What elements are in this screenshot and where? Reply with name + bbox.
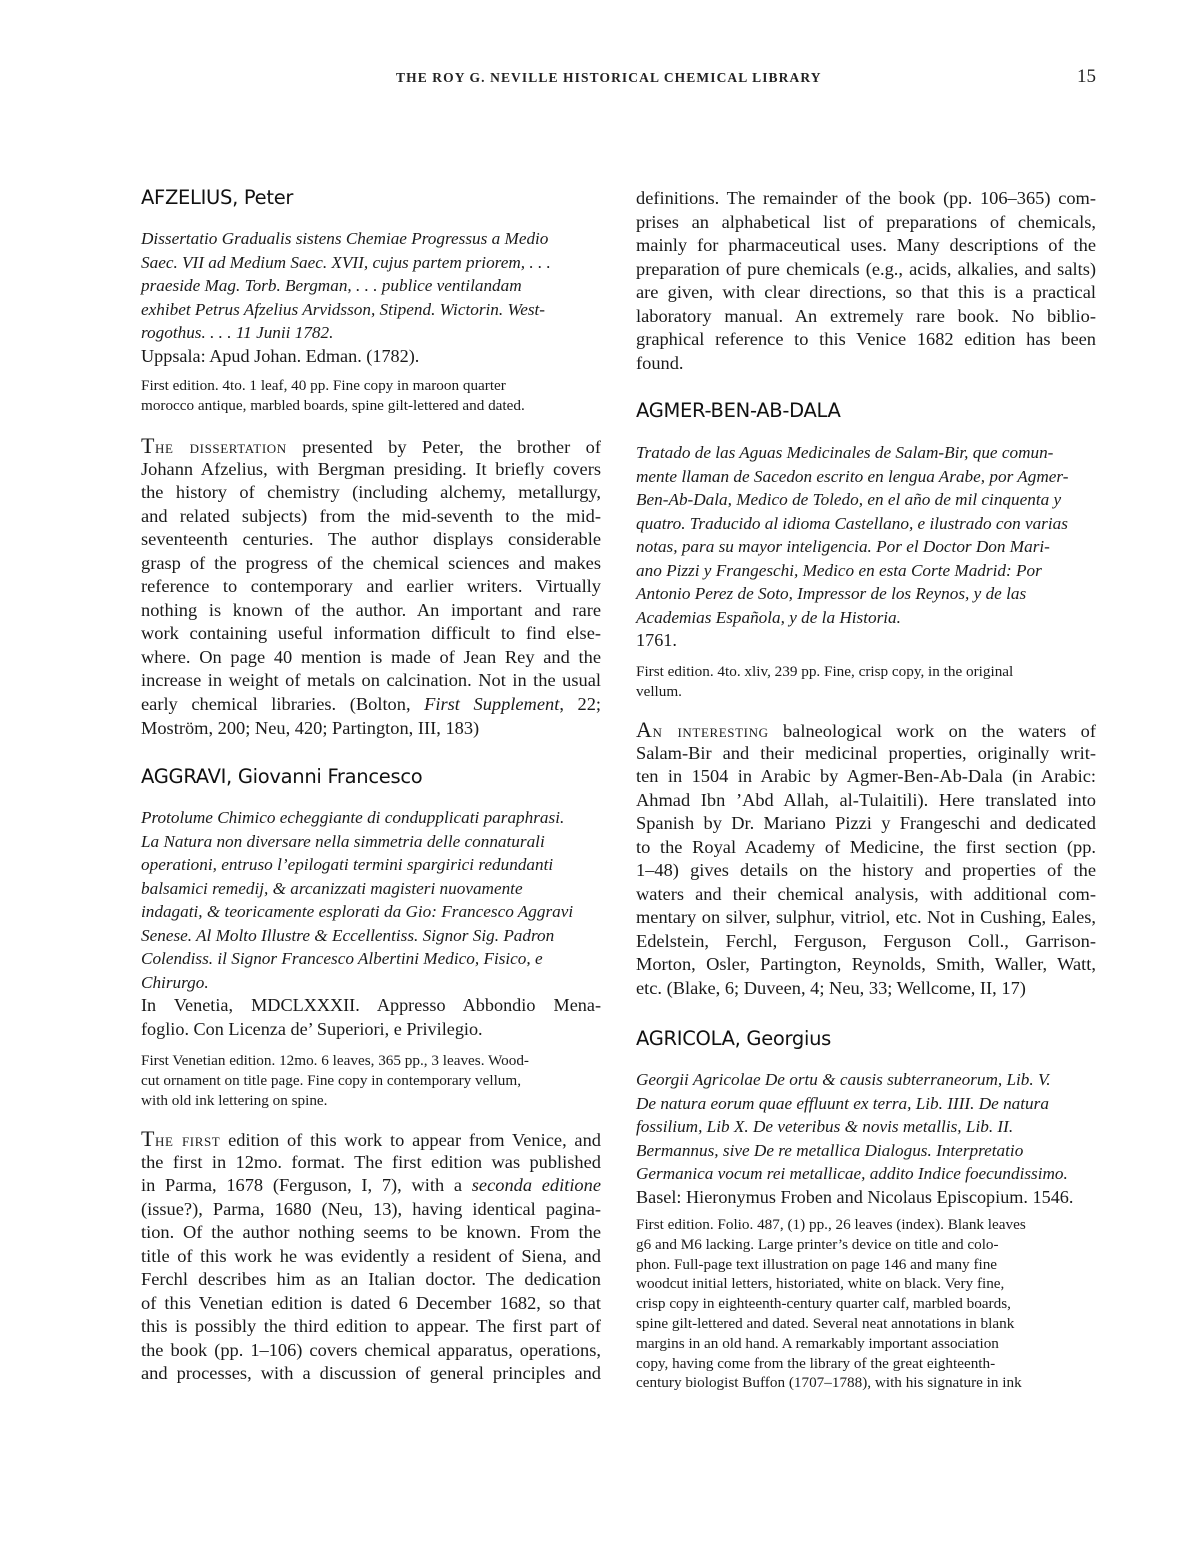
title-line: quatro. Traducido al idioma Castellano, e ilustrado con varias (636, 513, 1068, 533)
title-line: rogothus. . . . 11 Junii 1782. (141, 323, 334, 342)
title-line: La Natura non diversare nella simmetria delle connaturali (141, 831, 545, 851)
body-line-reference: early chemical libraries. (Bolton, First Supplement, 22; (141, 694, 602, 715)
body-line: work containing useful information difficult to find else- (141, 623, 601, 644)
body-line: title of this work he was evidently a resident of Siena, and (141, 1245, 601, 1266)
title-line: Colendiss. il Signor Francesco Albertini Medico, Fisico, e (141, 949, 543, 968)
imprint-line: foglio. Con Licenza de’ Superiori, e Privilegio. (141, 1018, 483, 1039)
body-line: the history of chemistry (including alchemy, metallurgy, (141, 482, 601, 503)
entry-collation-afzelius (141, 376, 601, 416)
body-line: mainly for pharmaceutical uses. Many descriptions of the (636, 235, 1096, 256)
title-line: Protolume Chimico echeggiante di condupplicati paraphrasi. (141, 808, 565, 827)
body-line: where. On page 40 mention is made of Jean Rey and the (141, 646, 601, 667)
body-line: the first in 12mo. format. The first edition was published (141, 1151, 601, 1172)
body-line: and related subjects) from the mid-seventh to the mid- (141, 505, 601, 526)
title-line: operationi, entruso l’epilogati termini spargirici redundanti (141, 855, 554, 874)
entry-title-aggravi (141, 806, 601, 1041)
entry-heading-aggravi (141, 765, 601, 789)
body-line: of this Venetian edition is dated 6 December 1682, so that (141, 1292, 601, 1313)
title-line: ano Pizzi y Frangeschi, Medico en esta Corte Madrid: Por (636, 560, 1042, 580)
collation-line: First edition. Folio. 487, (1) pp., 26 leaves (index). Blank leaves (636, 1216, 1026, 1233)
title-line: indagati, & teoricamente esplorati da Gio: Francesco Aggravi (141, 902, 574, 921)
body-line: reference to contemporary and earlier writers. Virtually (141, 576, 601, 597)
entry-title-afzelius (141, 227, 601, 368)
title-line: praeside Mag. Torb. Bergman, . . . publice ventilandam (141, 276, 522, 295)
collation-line: spine gilt-lettered and dated. Several neat annotations in blank (636, 1314, 1015, 1332)
collation-line: cut ornament on title page. Fine copy in contemporary vellum, (141, 1071, 522, 1089)
title-line: Bermannus, sive De re metallica Dialogus. Interpretatio (636, 1140, 1024, 1160)
entry-heading-agricola (636, 1027, 1096, 1051)
title-line: Senese. Al Molto Illustre & Eccellentiss. Signor Sig. Padron (141, 925, 555, 945)
entry-description-agmer (636, 718, 1096, 1001)
body-line: this is possibly the third edition to appear. The first part of (141, 1316, 601, 1337)
collation-line: First Venetian edition. 12mo. 6 leaves, 365 pp., 3 leaves. Wood- (141, 1052, 529, 1069)
body-line: (issue?), Parma, 1680 (Neu, 13), having identical pagina- (141, 1198, 601, 1219)
running-head: THE ROY G. NEVILLE HISTORICAL CHEMICAL LIBRARY (396, 70, 822, 85)
page-number: 15 (1077, 66, 1096, 87)
lead-in-small-caps: An interesting (636, 717, 769, 742)
body-line: and processes, with a discussion of general principles and (141, 1363, 601, 1384)
collation-line: with old ink lettering on spine. (141, 1091, 328, 1109)
collation-line: copy, having come from the library of the great eighteenth- (636, 1354, 996, 1372)
entry-heading: AGMER-BEN-AB-DALA (636, 399, 841, 422)
entry-collation-agricola (636, 1215, 1096, 1393)
title-line: Antonio Perez de Soto, Impressor de los Reynos, y de las (636, 584, 1027, 603)
collation-line: century biologist Buffon (1707–1788), with his signature in ink (636, 1374, 1022, 1392)
body-line: tion. Of the author nothing seems to be known. From the (141, 1222, 601, 1243)
lead-in-small-caps: The dissertation (141, 433, 287, 458)
body-line: Moström, 200; Neu, 420; Partington, III, 183) (141, 717, 480, 738)
imprint-line: Basel: Hieronymus Froben and Nicolaus Episcopium. 1546. (636, 1186, 1074, 1207)
body-line: The first edition of this work to appear from Venice, and (141, 1126, 601, 1151)
body-line: found. (636, 352, 684, 373)
entry-title-agricola (636, 1068, 1096, 1209)
title-line: Saec. VII ad Medium Saec. XVII, cujus partem priorem, . . . (141, 252, 551, 272)
body-line: mentary on silver, sulphur, vitriol, etc. Not in Cushing, Eales, (636, 907, 1096, 928)
title-line: balsamici remedij, & arcanizzati magisteri nuovamente (141, 878, 523, 898)
entry-heading: AGRICOLA, Georgius (636, 1027, 832, 1050)
title-line: Georgii Agricolae De ortu & causis subterraneorum, Lib. V. (636, 1070, 1051, 1089)
imprint-line: 1761. (636, 630, 677, 650)
body-line: are given, with clear directions, so that this is a practical (636, 282, 1096, 303)
title-line: exhibet Petrus Afzelius Arvidsson, Stipend. Wictorin. West- (141, 299, 546, 319)
title-line: De natura eorum quae effluunt ex terra, Lib. IIII. De natura (636, 1093, 1049, 1113)
collation-line: First edition. 4to. xliv, 239 pp. Fine, crisp copy, in the original (636, 663, 1014, 680)
body-line: Morton, Osler, Partington, Reynolds, Smith, Waller, Watt, (636, 954, 1096, 975)
body-line: the book (pp. 1–106) covers chemical apparatus, operations, (141, 1339, 601, 1360)
body-line: Salam-Bir and their medicinal properties, originally writ- (636, 742, 1096, 763)
title-line: Chirurgo. (141, 972, 209, 992)
entry-heading-afzelius (141, 186, 601, 210)
collation-line: First edition. 4to. 1 leaf, 40 pp. Fine copy in maroon quarter (141, 377, 506, 394)
body-line: preparation of pure chemicals (e.g., acids, alkalies, and salts) (636, 258, 1096, 279)
collation-line: vellum. (636, 682, 682, 700)
collation-line: woodcut initial letters, historiated, white on black. Very fine, (636, 1275, 1005, 1293)
body-line: seventeenth centuries. The author displays considerable (141, 529, 601, 550)
collation-line: phon. Full-page text illustration on page 146 and many fine (636, 1255, 998, 1273)
body-line: to the Royal Academy of Medicine, the first section (pp. (636, 836, 1096, 857)
body-line: graphical reference to this Venice 1682 edition has been (636, 329, 1096, 350)
body-line: ten in 1504 in Arabic by Agmer-Ben-Ab-Dala (in Arabic: (636, 766, 1096, 787)
entry-description-afzelius (141, 434, 601, 740)
title-line: mente llaman de Sacedon escrito en lengua Arabe, por Agmer- (636, 466, 1069, 486)
title-line: Dissertatio Gradualis sistens Chemiae Progressus a Medio (141, 229, 549, 248)
entry-description-aggravi-continued (636, 187, 1096, 375)
entry-heading: AFZELIUS, Peter (141, 186, 294, 209)
title-line: Tratado de las Aguas Medicinales de Salam-Bir, que comun- (636, 443, 1054, 462)
cited-work-title: First Supplement (424, 694, 560, 715)
collation-line: crisp copy in eighteenth-century quarter calf, marbled boards, (636, 1295, 1011, 1313)
title-line: fossilium, Lib X. De veteribus & novis metallis, Lib. II. (636, 1117, 1014, 1136)
body-line: The dissertation presented by Peter, the brother of (141, 433, 601, 458)
body-line: Ferchl describes him as an Italian doctor. The dedication (141, 1269, 601, 1290)
title-line: Germanica vocum rei metallicae, addito Indice foecundissimo. (636, 1164, 1068, 1183)
title-line: Academias Española, y de la Historia. (636, 607, 901, 627)
body-line: etc. (Blake, 6; Duveen, 4; Neu, 33; Wellcome, II, 17) (636, 978, 1026, 999)
imprint-line: In Venetia, MDCLXXXII. Appresso Abbondio Mena- (141, 995, 601, 1015)
entry-description-aggravi (141, 1127, 601, 1386)
entry-title-agmer (636, 441, 1096, 653)
body-line: increase in weight of metals on calcination. Not in the usual (141, 670, 601, 691)
entry-heading-agmer (636, 399, 1096, 423)
title-line: Ben-Ab-Dala, Medico de Toledo, en el año de mil cinquenta y (636, 490, 1062, 509)
collation-line: morocco antique, marbled boards, spine gilt-lettered and dated. (141, 396, 525, 414)
body-line: prises an alphabetical list of preparations of chemicals, (636, 211, 1096, 232)
collation-line: margins in an old hand. A remarkably important association (636, 1334, 999, 1352)
entry-collation-agmer (636, 662, 1096, 702)
body-line: Edelstein, Ferchl, Ferguson, Ferguson Coll., Garrison- (636, 930, 1096, 951)
body-line: grasp of the progress of the chemical sciences and makes (141, 552, 601, 573)
body-line: Ahmad Ibn ’Abd Allah, al-Tulaitili). Here translated into (636, 789, 1096, 810)
title-line: notas, para su mayor inteligencia. Por el Doctor Don Mari- (636, 537, 1050, 556)
body-line: laboratory manual. An extremely rare book. No biblio- (636, 305, 1096, 326)
entry-collation-aggravi (141, 1051, 601, 1110)
body-line: Johann Afzelius, with Bergman presiding. It briefly covers (141, 458, 601, 479)
body-line: An interesting balneological work on the waters of (636, 717, 1096, 742)
body-line: nothing is known of the author. An important and rare (141, 599, 601, 620)
body-line: waters and their chemical analysis, with additional com- (636, 883, 1096, 904)
collation-line: g6 and M6 lacking. Large printer’s device on title and colo- (636, 1235, 999, 1253)
body-line: in Parma, 1678 (Ferguson, I, 7), with a seconda editione (141, 1175, 601, 1196)
entry-heading: AGGRAVI, Giovanni Francesco (141, 765, 423, 788)
lead-in-small-caps: The first (141, 1126, 221, 1151)
italic-phrase: seconda editione (471, 1175, 601, 1196)
body-line: Spanish by Dr. Mariano Pizzi y Frangeschi and dedicated (636, 813, 1096, 834)
body-line: 1–48) gives details on the history and properties of the (636, 860, 1096, 881)
body-line: definitions. The remainder of the book (pp. 106–365) com- (636, 188, 1096, 208)
imprint-line: Uppsala: Apud Johan. Edman. (1782). (141, 345, 420, 366)
